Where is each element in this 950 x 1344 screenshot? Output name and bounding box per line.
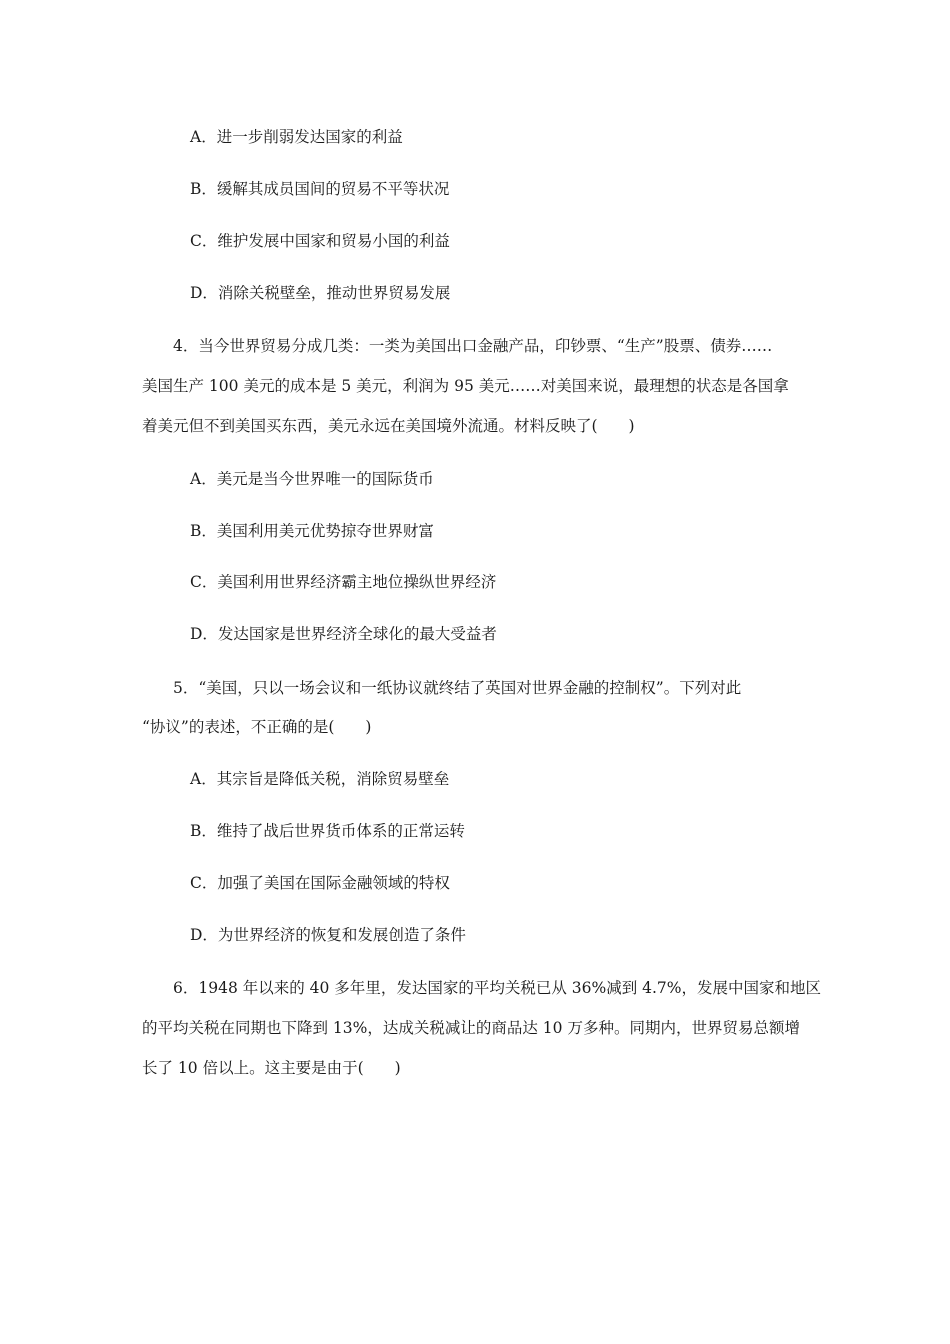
q4-stem-line-1: 4．当今世界贸易分成几类：一类为美国出口金融产品，印钞票、“生产”股票、债券…… [173,337,773,355]
q3-option-c: C．维护发展中国家和贸易小国的利益 [190,232,450,250]
q5-option-c: C．加强了美国在国际金融领域的特权 [190,874,450,892]
q4-option-c: C．美国利用世界经济霸主地位操纵世界经济 [190,573,497,591]
q3-option-a: A．进一步削弱发达国家的利益 [190,128,403,146]
q4-option-b: B．美国利用美元优势掠夺世界财富 [190,522,434,540]
q6-stem-line-3: 长了 10 倍以上。这主要是由于( ) [142,1059,401,1077]
q5-stem-line-2: “协议”的表述，不正确的是( ) [142,718,372,736]
q3-option-b: B．缓解其成员国间的贸易不平等状况 [190,180,450,198]
q4-option-a: A．美元是当今世界唯一的国际货币 [190,470,434,488]
q5-option-d: D．为世界经济的恢复和发展创造了条件 [190,926,466,944]
q5-option-b: B．维持了战后世界货币体系的正常运转 [190,822,465,840]
q4-stem-line-3: 着美元但不到美国买东西，美元永远在美国境外流通。材料反映了( ) [142,417,635,435]
q6-stem-line-2: 的平均关税在同期也下降到 13%，达成关税减让的商品达 10 万多种。同期内，世界贸易总额增 [142,1019,800,1037]
q3-option-d: D．消除关税壁垒，推动世界贸易发展 [190,284,451,302]
q4-stem-line-2: 美国生产 100 美元的成本是 5 美元，利润为 95 美元……对美国来说，最理想的状态是各国拿 [142,377,789,395]
q5-stem-line-1: 5．“美国，只以一场会议和一纸协议就终结了英国对世界金融的控制权”。下列对此 [173,679,742,697]
q5-option-a: A．其宗旨是降低关税，消除贸易壁垒 [190,770,450,788]
q4-option-d: D．发达国家是世界经济全球化的最大受益者 [190,625,497,643]
q6-stem-line-1: 6．1948 年以来的 40 多年里，发达国家的平均关税已从 36%减到 4.7%，发展中国家和地区 [173,979,821,997]
